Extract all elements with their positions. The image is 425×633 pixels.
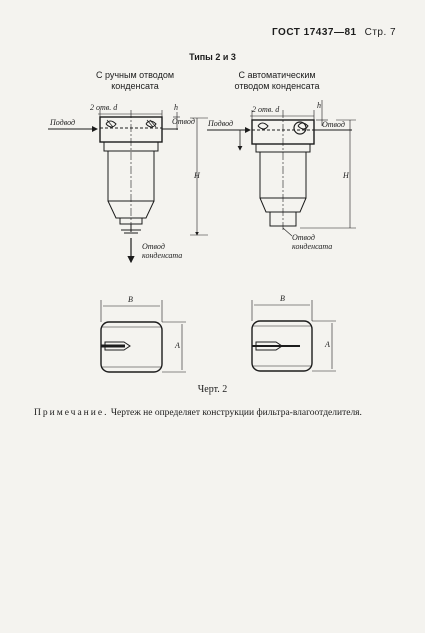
right-B-label: B xyxy=(280,294,285,303)
right-caption-line2: отводом конденсата xyxy=(234,81,320,91)
left-condensate-label-2: конденсата xyxy=(142,251,183,260)
right-inlet-label: Подвод xyxy=(208,119,234,128)
right-h-label: h xyxy=(317,101,321,110)
right-H-label: H xyxy=(343,171,349,180)
left-h-label: h xyxy=(174,103,178,112)
note-lead: Примечание. xyxy=(34,408,109,418)
standard-number: ГОСТ 17437—81 xyxy=(272,27,357,38)
left-A-label: A xyxy=(175,341,180,350)
left-caption-line1: С ручным отводом xyxy=(95,70,175,80)
right-outlet-label: Отвод xyxy=(322,120,345,129)
left-filter-elevation xyxy=(48,110,208,262)
note-text: Чертеж не определяет конструкции фильтра-влагоотделителя. xyxy=(108,408,362,418)
page-number: Стр. 7 xyxy=(364,27,397,38)
right-holes-label: 2 отв. d xyxy=(252,105,280,114)
figure-caption: Черт. 2 xyxy=(197,384,228,395)
left-condensate-label-1: Отвод xyxy=(142,242,165,251)
right-A-label: A xyxy=(325,340,330,349)
left-outlet-label: Отвод xyxy=(172,117,195,126)
left-filter-plan xyxy=(101,300,186,372)
left-caption-line2: конденсата xyxy=(111,81,159,91)
right-caption-line1: С автоматическим xyxy=(238,70,316,80)
left-H-label: H xyxy=(194,171,200,180)
types-title: Типы 2 и 3 xyxy=(189,52,236,62)
note-paragraph xyxy=(34,407,394,420)
left-B-label: B xyxy=(128,295,133,304)
left-holes-label: 2 отв. d xyxy=(90,103,118,112)
right-filter-plan xyxy=(252,300,336,371)
left-inlet-label: Подвод xyxy=(50,118,76,127)
right-condensate-label-1: Отвод xyxy=(292,233,315,242)
right-condensate-label-2: конденсата xyxy=(292,242,333,251)
